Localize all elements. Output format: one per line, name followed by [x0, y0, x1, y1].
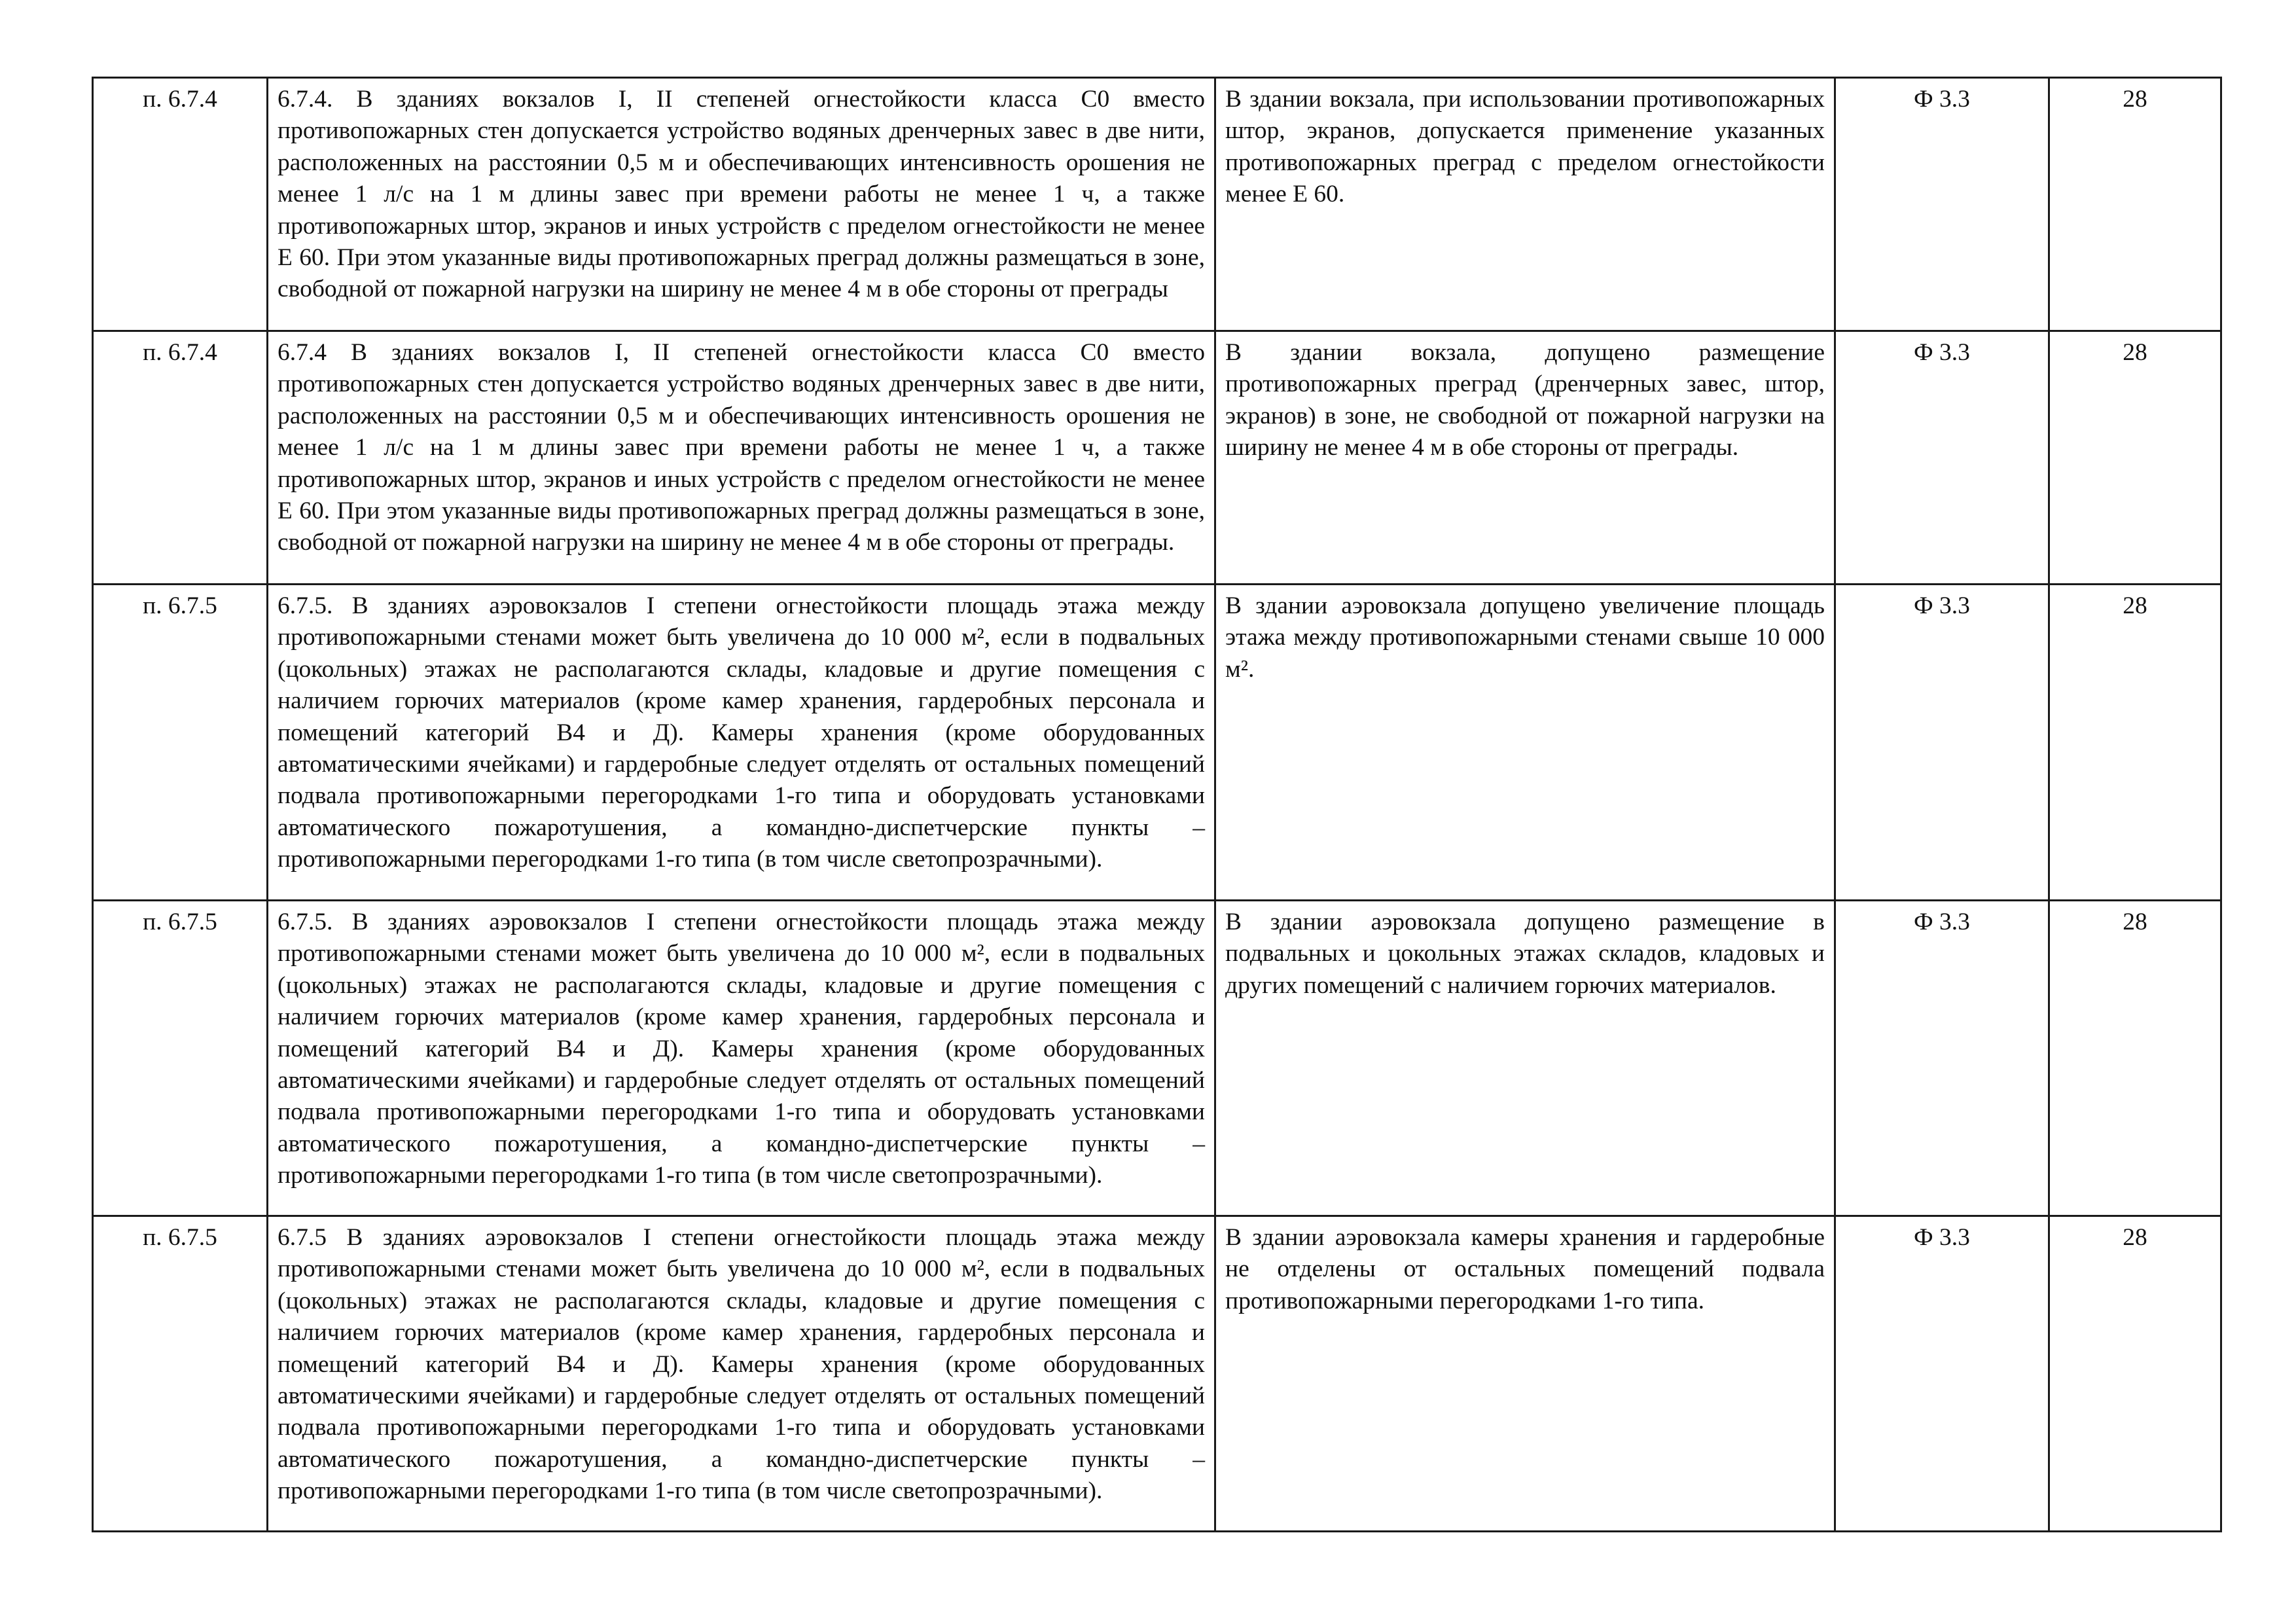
violation-cell: В здании вокзала, при использовании противопожарных штор, экранов, допускается применение указанных противопожарных преград с пределом огнестойкости менее Е 60. — [1215, 78, 1835, 331]
requirements-table — [92, 77, 2222, 1532]
class-cell: Ф 3.3 — [1835, 585, 2049, 901]
requirement-cell: 6.7.5. В зданиях аэровокзалов I степени огнестойкости площадь этажа между противопожарными стенами может быть увеличена до 10 000 м², если в подвальных (цокольных) этажах не располагаются склады, кладовые и другие помещения с наличием горючих материалов (кроме камер хранения, гардеробных персонала и помещений категорий В4 и Д). Камеры хранения (кроме оборудованных автоматическими ячейками) и гардеробные следует отделять от остальных помещений подвала противопожарными перегородками 1-го типа и оборудовать установками автоматического пожаротушения, а командно-диспетчерские пункты – противопожарными перегородками 1-го типа (в том числе светопрозрачными). — [268, 585, 1215, 901]
clause-cell: п. 6.7.5 — [93, 901, 268, 1216]
table-row — [93, 1216, 2221, 1532]
table-row — [93, 901, 2221, 1216]
violation-cell: В здании вокзала, допущено размещение противопожарных преград (дренчерных завес, штор, экранов) в зоне, не свободной от пожарной нагрузки на ширину не менее 4 м в обе стороны от преграды. — [1215, 331, 1835, 585]
page-cell: 28 — [2049, 331, 2221, 585]
clause-cell: п. 6.7.4 — [93, 78, 268, 331]
class-cell: Ф 3.3 — [1835, 331, 2049, 585]
clause-cell: п. 6.7.5 — [93, 1216, 268, 1532]
table-row — [93, 78, 2221, 331]
violation-cell: В здании аэровокзала допущено увеличение площадь этажа между противопожарными стенами свыше 10 000 м². — [1215, 585, 1835, 901]
class-cell: Ф 3.3 — [1835, 901, 2049, 1216]
page-cell: 28 — [2049, 78, 2221, 331]
table-row — [93, 585, 2221, 901]
violation-cell: В здании аэровокзала допущено размещение в подвальных и цокольных этажах складов, кладовых и других помещений с наличием горючих материалов. — [1215, 901, 1835, 1216]
class-cell: Ф 3.3 — [1835, 78, 2049, 331]
class-cell: Ф 3.3 — [1835, 1216, 2049, 1532]
clause-cell: п. 6.7.5 — [93, 585, 268, 901]
page-cell: 28 — [2049, 1216, 2221, 1532]
page-cell: 28 — [2049, 901, 2221, 1216]
requirement-cell: 6.7.4. В зданиях вокзалов I, II степеней огнестойкости класса С0 вместо противопожарных стен допускается устройство водяных дренчерных завес в две нити, расположенных на расстоянии 0,5 м и обеспечивающих интенсивность орошения не менее 1 л/с на 1 м длины завес при времени работы не менее 1 ч, а также противопожарных штор, экранов и иных устройств с пределом огнестойкости не менее Е 60. При этом указанные виды противопожарных преград должны размещаться в зоне, свободной от пожарной нагрузки на ширину не менее 4 м в обе стороны от преграды — [268, 78, 1215, 331]
clause-cell: п. 6.7.4 — [93, 331, 268, 585]
requirement-cell: 6.7.4 В зданиях вокзалов I, II степеней огнестойкости класса С0 вместо противопожарных стен допускается устройство водяных дренчерных завес в две нити, расположенных на расстоянии 0,5 м и обеспечивающих интенсивность орошения не менее 1 л/с на 1 м длины завес при времени работы не менее 1 ч, а также противопожарных штор, экранов и иных устройств с пределом огнестойкости не менее Е 60. При этом указанные виды противопожарных преград должны размещаться в зоне, свободной от пожарной нагрузки на ширину не менее 4 м в обе стороны от преграды. — [268, 331, 1215, 585]
page-cell: 28 — [2049, 585, 2221, 901]
violation-cell: В здании аэровокзала камеры хранения и гардеробные не отделены от остальных помещений подвала противопожарными перегородками 1-го типа. — [1215, 1216, 1835, 1532]
requirement-cell: 6.7.5. В зданиях аэровокзалов I степени огнестойкости площадь этажа между противопожарными стенами может быть увеличена до 10 000 м², если в подвальных (цокольных) этажах не располагаются склады, кладовые и другие помещения с наличием горючих материалов (кроме камер хранения, гардеробных персонала и помещений категорий В4 и Д). Камеры хранения (кроме оборудованных автоматическими ячейками) и гардеробные следует отделять от остальных помещений подвала противопожарными перегородками 1-го типа и оборудовать установками автоматического пожаротушения, а командно-диспетчерские пункты – противопожарными перегородками 1-го типа (в том числе светопрозрачными). — [268, 901, 1215, 1216]
requirement-cell: 6.7.5 В зданиях аэровокзалов I степени огнестойкости площадь этажа между противопожарными стенами может быть увеличена до 10 000 м², если в подвальных (цокольных) этажах не располагаются склады, кладовые и другие помещения с наличием горючих материалов (кроме камер хранения, гардеробных персонала и помещений категорий В4 и Д). Камеры хранения (кроме оборудованных автоматическими ячейками) и гардеробные следует отделять от остальных помещений подвала противопожарными перегородками 1-го типа и оборудовать установками автоматического пожаротушения, а командно-диспетчерские пункты – противопожарными перегородками 1-го типа (в том числе светопрозрачными). — [268, 1216, 1215, 1532]
table-row — [93, 331, 2221, 585]
